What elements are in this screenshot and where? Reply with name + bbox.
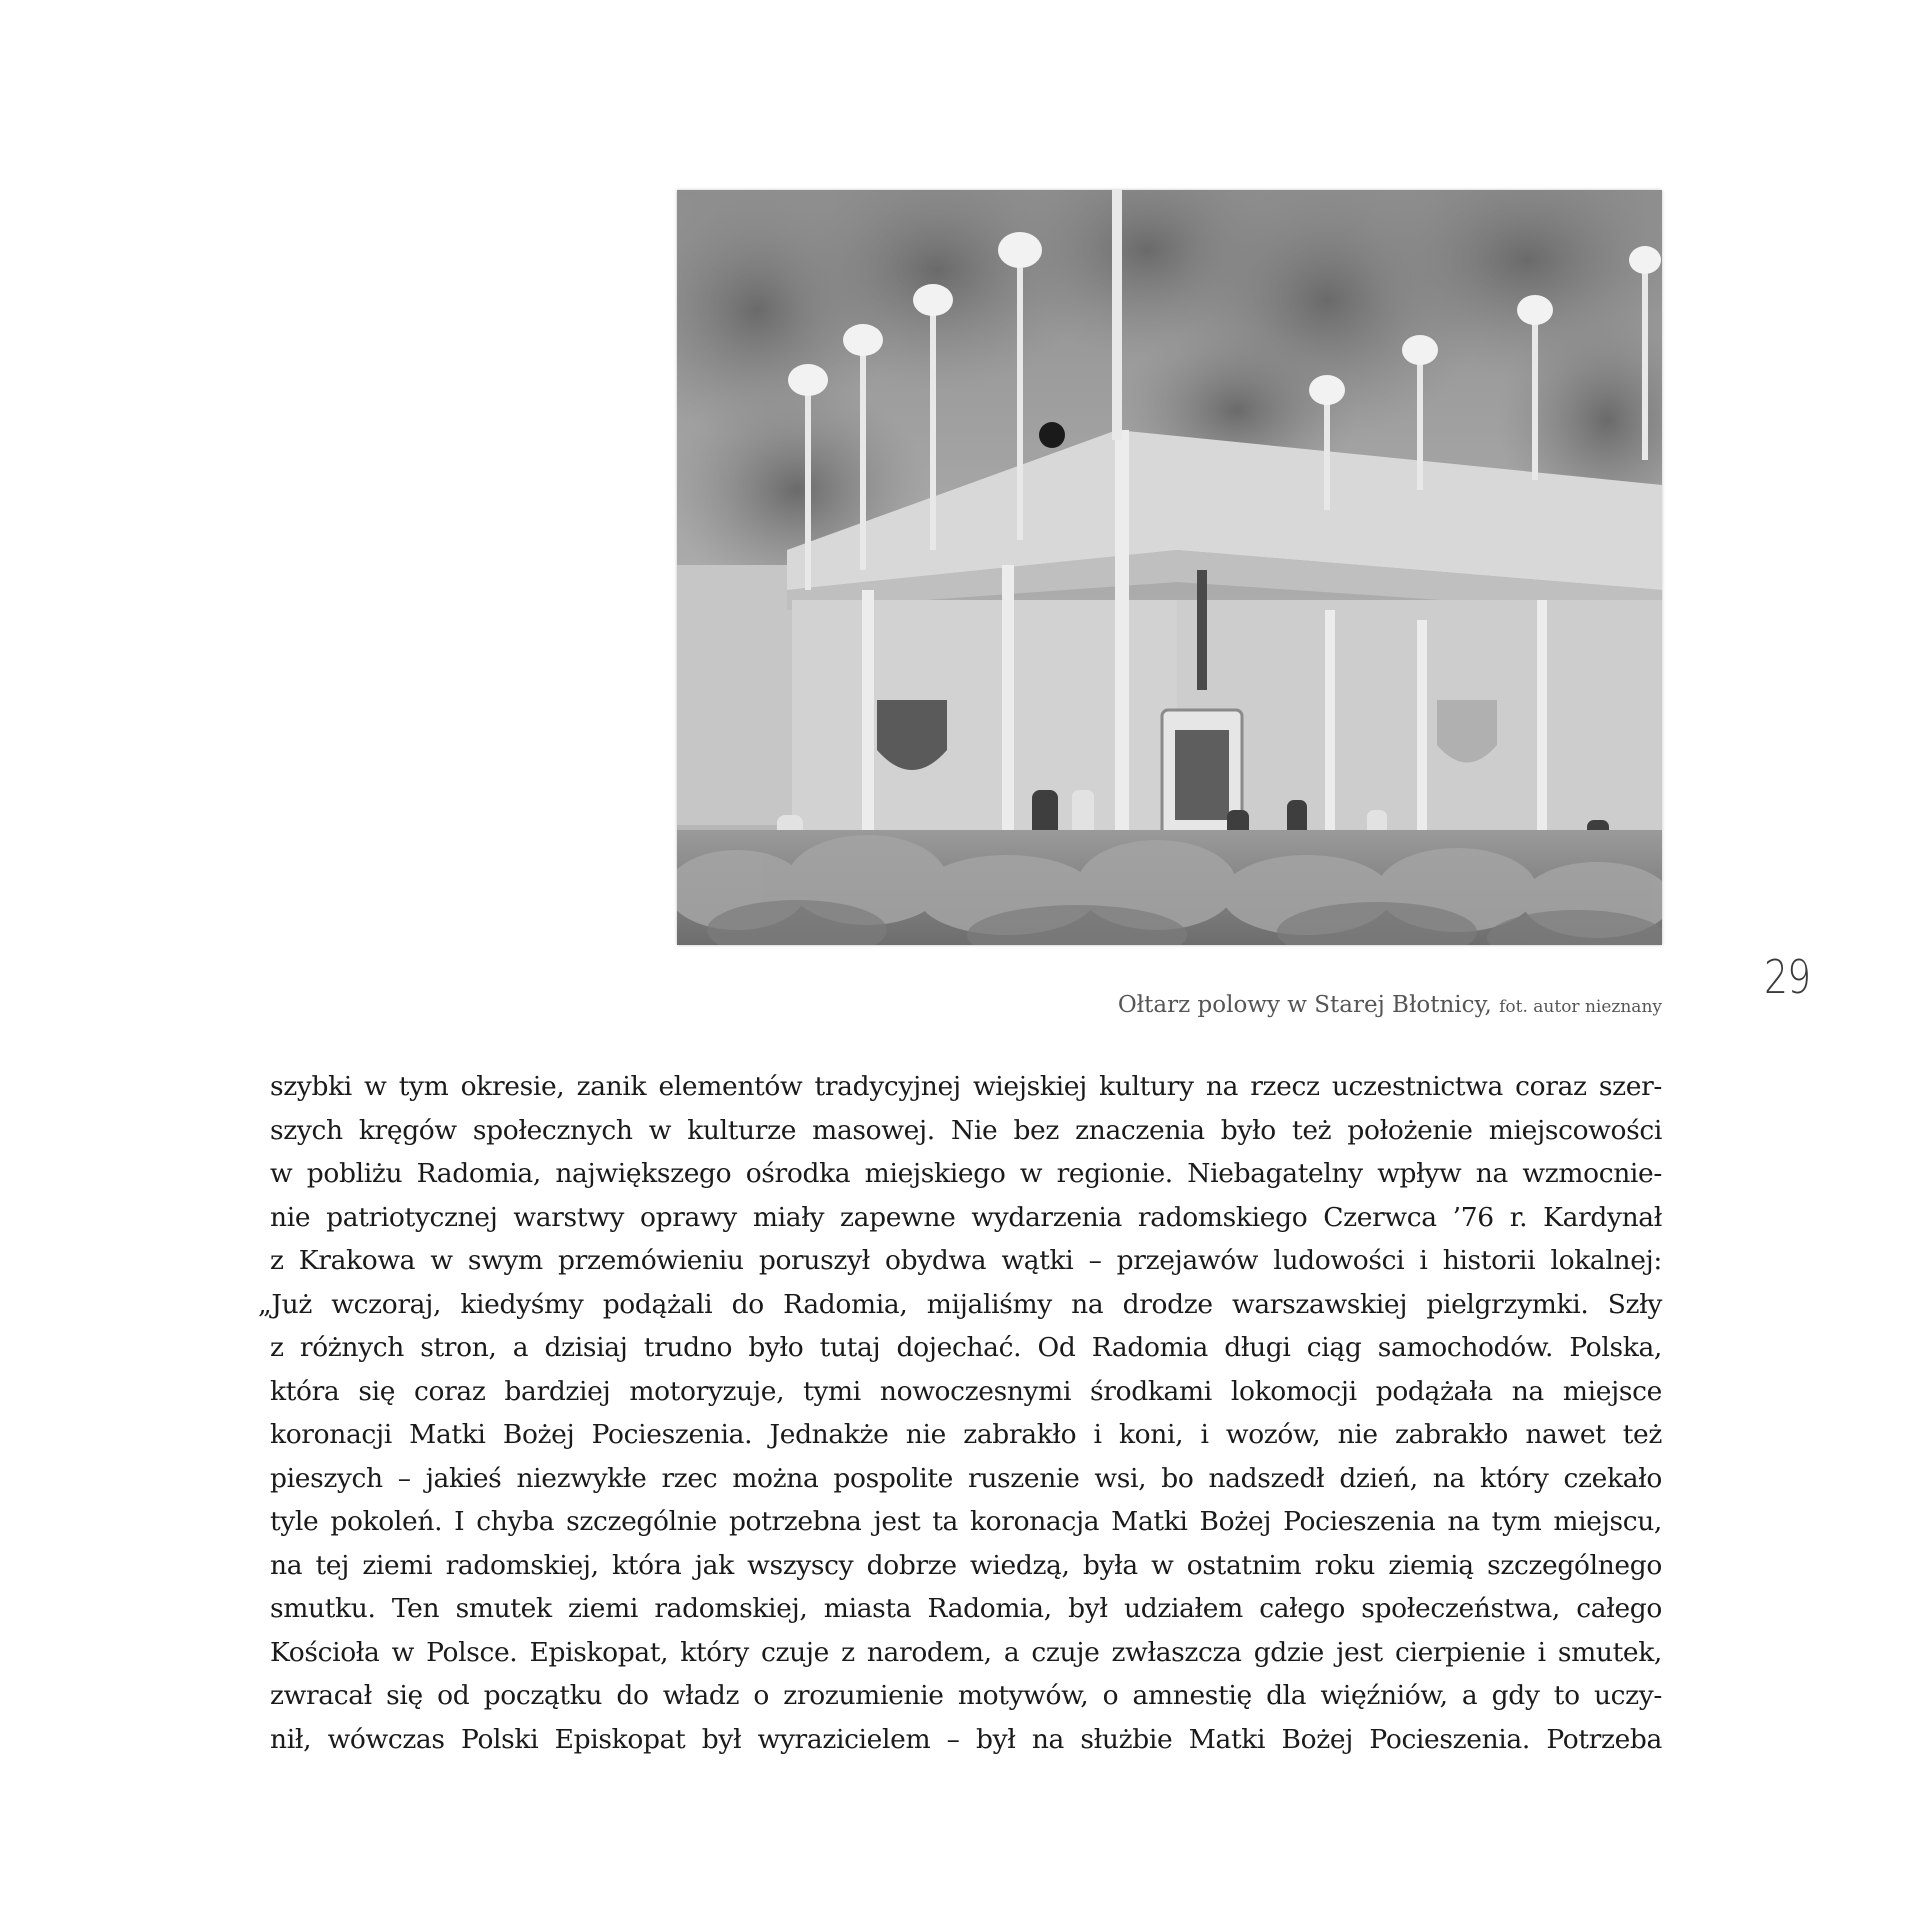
body-line: tyle pokoleń. I chyba szczególnie potrzebna jest ta koronacja Matki Bożej Pocieszenia na tym miejscu, xyxy=(270,1506,1662,1537)
field-altar-photo xyxy=(677,190,1662,945)
body-line: z Krakowa w swym przemówieniu poruszył obydwa wątki – przejawów ludowości i historii lokalnej: xyxy=(270,1245,1662,1276)
body-line: która się coraz bardziej motoryzuje, tymi nowoczesnymi środkami lokomocji podążała na miejsce xyxy=(270,1375,1662,1407)
page-number: 29 xyxy=(1764,950,1811,1004)
body-line: „Już wczoraj, kiedyśmy podążali do Radomia, mijaliśmy na drodze warszawskiej pielgrzymki. Szły xyxy=(258,1288,1662,1320)
body-line: szych kręgów społecznych w kulturze masowej. Nie bez znaczenia było też położenie miejscowości xyxy=(270,1114,1662,1146)
body-line: koronacji Matki Bożej Pocieszenia. Jednakże nie zabrakło i koni, i wozów, nie zabrakło nawet też xyxy=(270,1419,1662,1450)
body-line: szybki w tym okresie, zanik elementów tradycyjnej wiejskiej kultury na rzecz uczestnictwa coraz szer- xyxy=(270,1071,1662,1102)
body-line: w pobliżu Radomia, największego ośrodka miejskiego w regionie. Niebagatelny wpływ na wzmocnie- xyxy=(270,1158,1662,1189)
body-line: nie patriotycznej warstwy oprawy miały zapewne wydarzenia radomskiego Czerwca ’76 r. Kardynał xyxy=(270,1201,1662,1233)
body-line: zwracał się od początku do władz o zrozumienie motywów, o amnestię dla więźniów, a gdy to uczy- xyxy=(270,1680,1662,1711)
photo-caption xyxy=(1118,992,1662,1018)
body-line: pieszych – jakieś niezwykłe rzec można pospolite ruszenie wsi, bo nadszedł dzień, na który czekało xyxy=(270,1462,1662,1494)
caption-credit: fot. autor nieznany xyxy=(1499,997,1662,1017)
body-line: smutku. Ten smutek ziemi radomskiej, miasta Radomia, był udziałem całego społeczeństwa, całego xyxy=(270,1593,1662,1624)
body-line: nił, wówczas Polski Episkopat był wyrazicielem – był na służbie Matki Bożej Pocieszenia. Potrzeba xyxy=(270,1723,1662,1755)
caption-title: Ołtarz polowy w Starej Błotnicy, xyxy=(1117,992,1500,1018)
body-line: na tej ziemi radomskiej, która jak wszyscy dobrze wiedzą, była w ostatnim roku ziemią szczególnego xyxy=(270,1549,1662,1581)
body-line: Kościoła w Polsce. Episkopat, który czuje z narodem, a czuje zwłaszcza gdzie jest cierpienie i smutek, xyxy=(270,1636,1662,1668)
body-text xyxy=(258,1065,1662,1761)
body-line: z różnych stron, a dzisiaj trudno było tutaj dojechać. Od Radomia długi ciąg samochodów. Polska, xyxy=(270,1332,1662,1363)
